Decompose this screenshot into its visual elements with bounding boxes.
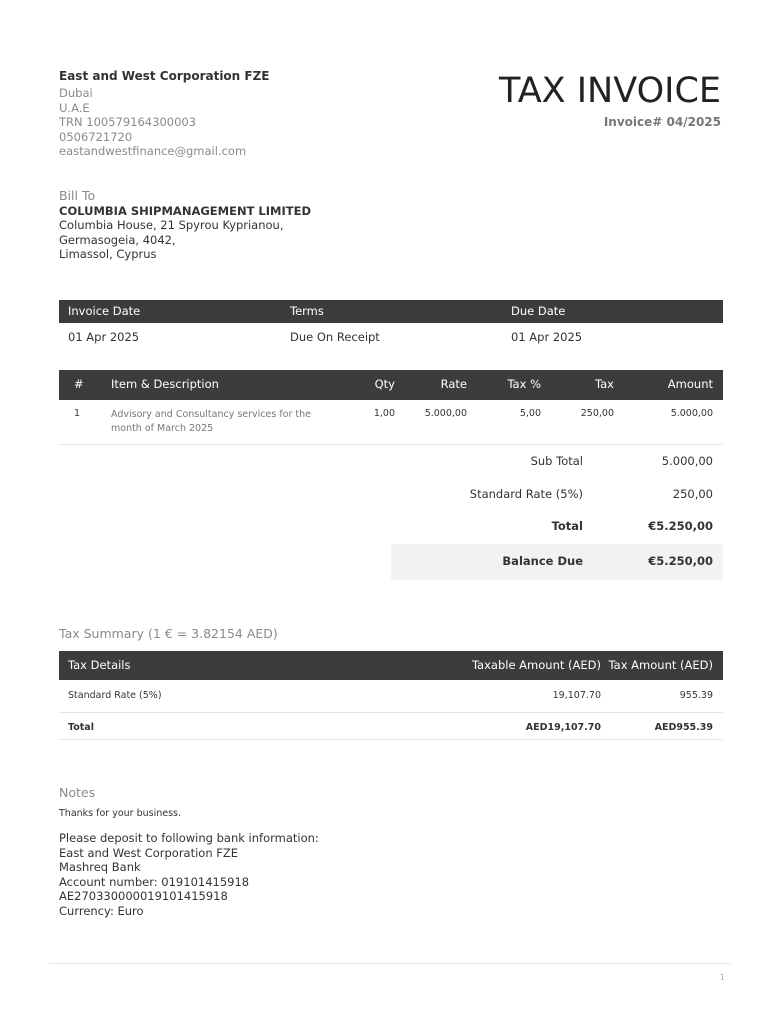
item-rate: 5.000,00 xyxy=(424,408,467,419)
client-address-line: Columbia House, 21 Spyrou Kyprianou, xyxy=(59,218,284,232)
invoice-number xyxy=(604,115,721,129)
invoice-number-value: 04/2025 xyxy=(666,115,721,129)
item-amount: 5.000,00 xyxy=(670,408,713,419)
org-country: U.A.E xyxy=(59,100,90,115)
client-address-line: Germasogeia, 4042, xyxy=(59,232,176,247)
page-number: 1 xyxy=(719,973,725,982)
col-num: # xyxy=(74,377,84,391)
balance-due-label: Balance Due xyxy=(502,554,583,568)
document-title: TAX INVOICE xyxy=(499,71,721,111)
col-tax-pct: Tax % xyxy=(507,377,541,391)
meta-header xyxy=(59,300,723,323)
notes-label: Notes xyxy=(59,785,96,800)
org-trn: TRN 100579164300003 xyxy=(59,115,197,129)
col-description: Item & Description xyxy=(111,377,219,391)
table-row xyxy=(59,680,723,713)
meta-row xyxy=(59,323,723,351)
terms-value: Due On Receipt xyxy=(290,330,380,344)
tax-detail: Standard Rate (5%) xyxy=(68,690,162,701)
subtotal-label: Sub Total xyxy=(530,454,583,468)
footer-divider xyxy=(49,963,731,964)
taxable-amount-total: AED19,107.70 xyxy=(525,722,601,733)
bank-info-line: Mashreq Bank xyxy=(59,860,141,874)
invoice-date-header: Invoice Date xyxy=(68,304,141,318)
item-tax-pct: 5,00 xyxy=(519,408,541,419)
table-row xyxy=(59,400,723,445)
taxable-amount-header: Taxable Amount (AED) xyxy=(471,658,601,672)
col-tax: Tax xyxy=(595,377,614,391)
tax-summary-title: Tax Summary (1 € = 3.82154 AED) xyxy=(59,626,278,641)
item-description: Advisory and Consultancy services for the month of March 2025 xyxy=(111,409,312,434)
bank-info-line: AE270330000019101415918 xyxy=(59,889,228,903)
subtotal-value: 5.000,00 xyxy=(661,454,713,468)
col-qty: Qty xyxy=(374,377,395,391)
item-tax: 250,00 xyxy=(580,408,614,419)
tax-details-header: Tax Details xyxy=(68,658,131,672)
bank-info-line: East and West Corporation FZE xyxy=(59,845,239,860)
table-row xyxy=(59,713,723,740)
bank-info-line: Currency: Euro xyxy=(59,903,144,918)
client-address-line: Limassol, Cyprus xyxy=(59,247,157,261)
invoice-number-label: Invoice# xyxy=(603,115,663,129)
org-city: Dubai xyxy=(59,86,93,100)
tax-amount-header: Tax Amount (AED) xyxy=(608,658,713,672)
tax-amount-total: AED955.39 xyxy=(654,722,713,733)
terms-header: Terms xyxy=(290,304,324,318)
col-amount: Amount xyxy=(667,377,713,391)
col-rate: Rate xyxy=(440,377,467,391)
tax-amount: 955.39 xyxy=(679,690,713,701)
tax-rate-value: 250,00 xyxy=(672,487,713,501)
item-qty: 1,00 xyxy=(373,408,395,419)
tax-total-label: Total xyxy=(68,722,94,733)
taxable-amount: 19,107.70 xyxy=(552,690,601,701)
client-name: COLUMBIA SHIPMANAGEMENT LIMITED xyxy=(59,204,311,218)
due-date-header: Due Date xyxy=(511,304,566,318)
total-value: €5.250,00 xyxy=(648,519,713,533)
notes-text: Thanks for your business. xyxy=(59,808,182,819)
item-num: 1 xyxy=(74,408,81,419)
tax-rate-label: Standard Rate (5%) xyxy=(469,487,583,501)
invoice-date-value: 01 Apr 2025 xyxy=(68,330,140,344)
balance-due-value: €5.250,00 xyxy=(648,554,713,568)
due-date-value: 01 Apr 2025 xyxy=(511,330,583,344)
org-name: East and West Corporation FZE xyxy=(59,69,270,83)
bill-to-label: Bill To xyxy=(59,188,96,203)
total-label: Total xyxy=(551,519,583,533)
bank-info-line: Account number: 019101415918 xyxy=(59,874,250,889)
org-phone: 0506721720 xyxy=(59,129,133,144)
tax-summary-header xyxy=(59,651,723,680)
bank-info-line: Please deposit to following bank information: xyxy=(59,831,319,845)
org-email: eastandwestfinance@gmail.com xyxy=(59,144,247,158)
items-header xyxy=(59,370,723,400)
